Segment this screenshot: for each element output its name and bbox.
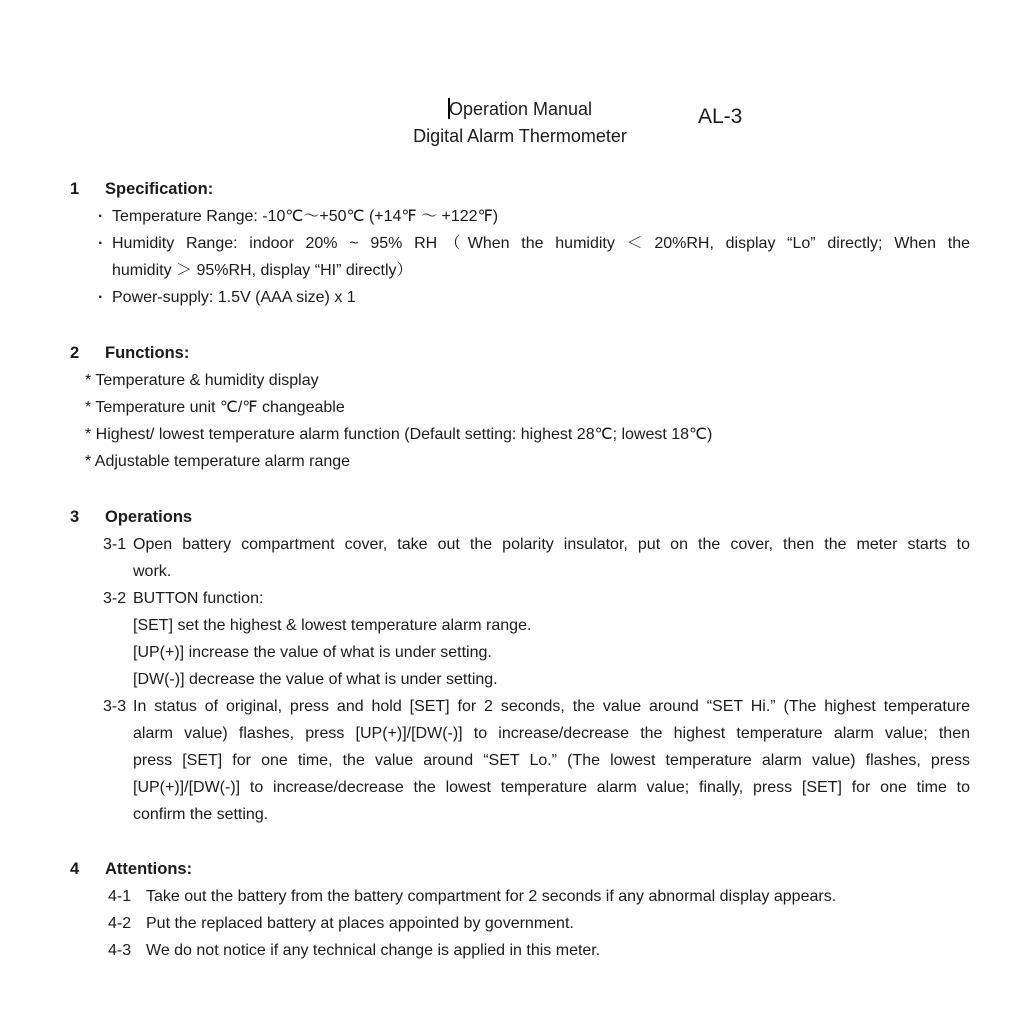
bullet-icon: · <box>98 208 104 225</box>
section-title: Specification: <box>105 180 214 198</box>
attention-label: 4-1 <box>108 888 132 905</box>
operation-item-3-3 <box>103 693 970 828</box>
op-3-3-line-2: alarm value) flashes, press [UP(+)]/[DW(-)] to increase/decrease the highest temperature alarm value; then <box>133 725 970 742</box>
button-function-set: [SET] set the highest & lowest temperature alarm range. <box>133 617 532 634</box>
document-header <box>0 96 1024 150</box>
document-body <box>0 176 1024 964</box>
spec-text: Temperature Range: -10℃～+50℃ (+14℉ ～ +122℉) <box>112 208 499 225</box>
doc-title: Operation Manual <box>448 99 593 119</box>
op-3-3-line-5: confirm the setting. <box>133 806 269 823</box>
section-heading-attentions <box>70 856 1024 883</box>
title-block <box>360 96 680 150</box>
title-line-2: Digital Alarm Thermometer <box>413 126 627 146</box>
operation-item-3-2 <box>103 585 970 612</box>
spec-humidity-line-1: Humidity Range: indoor 20% ~ 95% RH（When the humidity ＜ 20%RH, display “Lo” directly; When the <box>112 235 970 252</box>
attention-label: 4-2 <box>108 915 132 932</box>
attention-item-4-1 <box>108 883 970 910</box>
function-item: * Temperature & humidity display <box>85 372 319 389</box>
function-item: * Temperature unit ℃/℉ changeable <box>85 399 345 416</box>
bullet-icon: · <box>98 289 104 306</box>
button-function-up: [UP(+)] increase the value of what is under setting. <box>133 644 492 661</box>
attention-item-4-2 <box>108 910 970 937</box>
spec-text: Power-supply: 1.5V (AAA size) x 1 <box>112 289 356 306</box>
section-title: Operations <box>105 508 193 526</box>
operation-label: 3-3 <box>103 698 127 715</box>
op-3-1-line-2: work. <box>133 563 172 580</box>
operation-label: 3-1 <box>103 536 127 553</box>
operation-text <box>133 531 970 585</box>
function-item: * Adjustable temperature alarm range <box>85 453 351 470</box>
operation-item-3-1 <box>103 531 970 585</box>
button-function-dw: [DW(-)] decrease the value of what is under setting. <box>133 671 498 688</box>
section-title: Functions: <box>105 344 190 362</box>
attention-text: We do not notice if any technical change is applied in this meter. <box>146 942 601 959</box>
section-number: 4 <box>70 860 80 878</box>
operation-text: BUTTON function: <box>133 590 264 607</box>
section-number: 2 <box>70 344 80 362</box>
op-3-3-line-3: press [SET] for one time, the value around “SET Lo.” (The lowest temperature alarm value) flashes, press <box>133 752 970 769</box>
spec-text <box>112 230 970 284</box>
attention-text: Put the replaced battery at places appointed by government. <box>146 915 574 932</box>
op-3-1-line-1: Open battery compartment cover, take out the polarity insulator, put on the cover, then the meter starts to <box>133 536 970 553</box>
operation-text <box>133 693 970 828</box>
section-title: Attentions: <box>105 860 193 878</box>
section-heading-specification <box>70 176 1024 203</box>
op-3-3-line-1: In status of original, press and hold [SET] for 2 seconds, the value around “SET Hi.” (The highest temperature <box>133 698 970 715</box>
spec-item-temperature-range <box>98 203 970 230</box>
op-3-3-line-4: [UP(+)]/[DW(-)] to increase/decrease the lowest temperature alarm value; finally, press [SET] for one time to <box>133 779 970 796</box>
function-item: * Highest/ lowest temperature alarm function (Default setting: highest 28℃; lowest 18℃) <box>85 426 713 443</box>
section-heading-operations <box>70 504 1024 531</box>
attention-label: 4-3 <box>108 942 132 959</box>
operation-label: 3-2 <box>103 590 127 607</box>
section-number: 1 <box>70 180 80 198</box>
section-number: 3 <box>70 508 80 526</box>
spec-item-humidity-range <box>98 230 970 284</box>
section-heading-functions <box>70 340 1024 367</box>
model-number: AL-3 <box>698 105 743 128</box>
attention-text: Take out the battery from the battery compartment for 2 seconds if any abnormal display appears. <box>146 888 837 905</box>
bullet-icon: · <box>98 235 104 252</box>
spec-item-power-supply <box>98 284 970 311</box>
spec-humidity-line-2: humidity ＞ 95%RH, display “HI” directly） <box>112 262 413 279</box>
attention-item-4-3 <box>108 937 970 964</box>
title-line-1 <box>360 96 680 123</box>
